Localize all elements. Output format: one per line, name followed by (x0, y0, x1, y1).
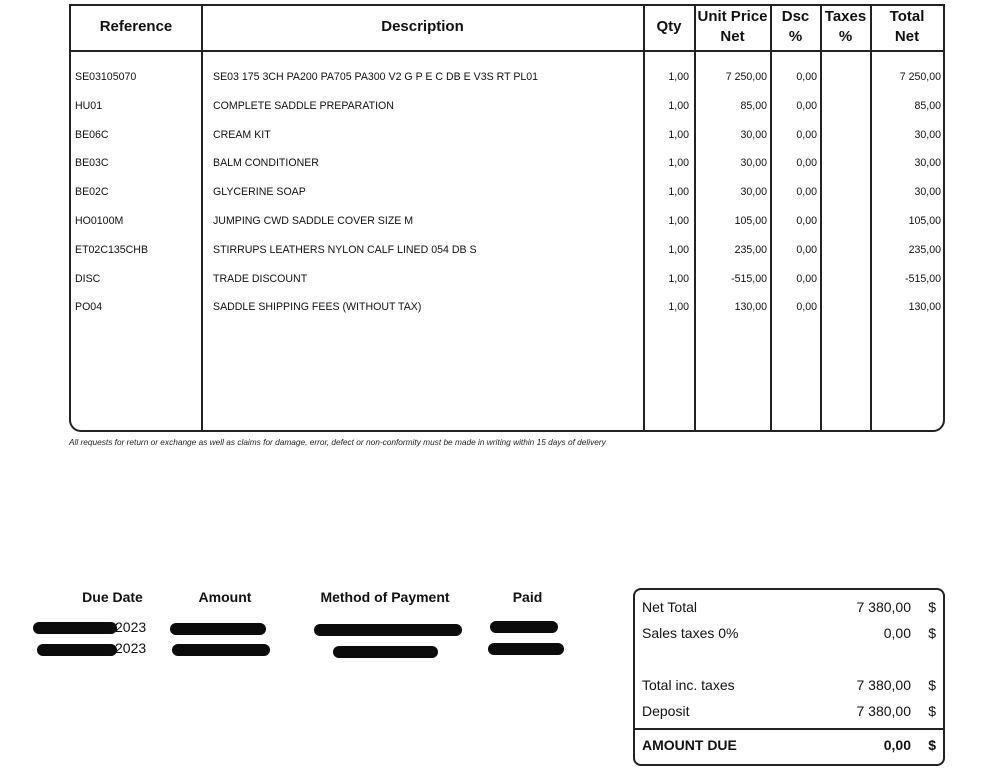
cell-unit-price: 235,00 (734, 243, 767, 256)
header-unit-price: Unit Price Net (697, 8, 768, 45)
cell-unit-price: 30,00 (740, 186, 767, 199)
header-divider (71, 50, 943, 52)
currency-symbol: $ (928, 737, 936, 753)
cell-dsc: 0,00 (796, 128, 817, 141)
cell-qty: 1,00 (668, 272, 689, 285)
cell-dsc: 0,00 (796, 301, 817, 314)
cell-total: 30,00 (914, 128, 941, 141)
cell-qty: 1,00 (668, 99, 689, 112)
cell-total: 235,00 (908, 243, 941, 256)
due-date-year: 2023 (115, 640, 147, 656)
header-dsc: Dsc % (781, 8, 810, 45)
items-table (69, 4, 945, 432)
cell-description: STIRRUPS LEATHERS NYLON CALF LINED 054 DB S (213, 243, 477, 256)
cell-dsc: 0,00 (796, 71, 817, 83)
cell-total: 130,00 (908, 301, 941, 314)
cell-reference: BE06C (75, 128, 109, 141)
redaction-bar (170, 623, 266, 635)
cell-total: 85,00 (914, 99, 941, 112)
amount-due-label: AMOUNT DUE (642, 737, 737, 753)
cell-dsc: 0,00 (796, 99, 817, 112)
table-row (71, 182, 943, 202)
deposit-label: Deposit (642, 703, 690, 719)
cell-description: CREAM KIT (213, 128, 271, 141)
cell-reference: DISC (75, 272, 101, 285)
cell-qty: 1,00 (668, 71, 689, 83)
deposit-row (635, 701, 943, 721)
table-row (71, 96, 943, 116)
currency-symbol: $ (928, 677, 936, 693)
cell-qty: 1,00 (668, 215, 689, 227)
cell-description: BALM CONDITIONER (213, 157, 319, 170)
cell-dsc: 0,00 (796, 215, 817, 227)
table-row (71, 125, 943, 145)
cell-total: 30,00 (914, 186, 941, 199)
sales-taxes-label: Sales taxes 0% (642, 625, 739, 641)
footnote: All requests for return or exchange as well as claims for damage, error, defect or non-conformity must be made in writing within 15 days of delivery (69, 437, 606, 447)
cell-dsc: 0,00 (796, 157, 817, 170)
cell-unit-price: -515,00 (731, 272, 767, 285)
cell-reference: BE03C (75, 157, 109, 170)
header-paid: Paid (512, 589, 543, 605)
header-due-date: Due Date (82, 589, 143, 605)
cell-dsc: 0,00 (796, 272, 817, 285)
header-amount: Amount (198, 589, 252, 605)
deposit-value: 7 380,00 (856, 703, 911, 719)
header-reference: Reference (99, 18, 173, 35)
cell-reference: HO0100M (75, 215, 124, 227)
cell-unit-price: 30,00 (740, 128, 767, 141)
table-row (71, 211, 943, 231)
cell-unit-price: 105,00 (734, 215, 767, 227)
currency-symbol: $ (928, 625, 936, 641)
cell-total: 7 250,00 (899, 71, 941, 83)
cell-description: SADDLE SHIPPING FEES (WITHOUT TAX) (213, 301, 422, 314)
cell-dsc: 0,00 (796, 243, 817, 256)
header-taxes: Taxes % (824, 8, 867, 45)
cell-reference: PO04 (75, 301, 103, 314)
header-total: Total Net (889, 8, 925, 45)
sales-taxes-row (635, 623, 943, 643)
cell-description: GLYCERINE SOAP (213, 186, 306, 199)
cell-total: -515,00 (905, 272, 941, 285)
sales-taxes-value: 0,00 (883, 625, 911, 641)
cell-qty: 1,00 (668, 243, 689, 256)
header-description: Description (381, 18, 464, 35)
amount-due-value: 0,00 (883, 737, 911, 753)
cell-description: JUMPING CWD SADDLE COVER SIZE M (213, 215, 414, 227)
currency-symbol: $ (928, 703, 936, 719)
table-row (71, 153, 943, 173)
table-row (71, 240, 943, 260)
cell-qty: 1,00 (668, 128, 689, 141)
cell-dsc: 0,00 (796, 186, 817, 199)
cell-reference: ET02C135CHB (75, 243, 149, 256)
cell-reference: HU01 (75, 99, 103, 112)
cell-unit-price: 130,00 (734, 301, 767, 314)
table-row (71, 67, 943, 87)
table-row (71, 297, 943, 317)
cell-qty: 1,00 (668, 301, 689, 314)
cell-description: SE03 175 3CH PA200 PA705 PA300 V2 G P E C DB E V3S RT PL01 (213, 71, 539, 83)
cell-qty: 1,00 (668, 186, 689, 199)
redaction-bar (172, 644, 270, 656)
redaction-bar (37, 644, 117, 656)
total-inc-taxes-row (635, 675, 943, 695)
currency-symbol: $ (928, 599, 936, 615)
totals-divider (635, 728, 943, 730)
total-inc-taxes-value: 7 380,00 (856, 677, 911, 693)
table-row (71, 269, 943, 289)
cell-unit-price: 85,00 (740, 99, 767, 112)
totals-box (633, 588, 945, 766)
cell-unit-price: 7 250,00 (725, 71, 767, 83)
cell-description: COMPLETE SADDLE PREPARATION (213, 99, 394, 112)
redaction-bar (333, 646, 438, 658)
header-qty: Qty (656, 18, 682, 35)
redaction-bar (33, 622, 117, 634)
cell-total: 105,00 (908, 215, 941, 227)
due-date-year: 2023 (115, 619, 147, 635)
redaction-bar (488, 643, 564, 655)
net-total-value: 7 380,00 (856, 599, 911, 615)
cell-reference: SE03105070 (75, 71, 137, 83)
cell-reference: BE02C (75, 186, 109, 199)
redaction-bar (490, 621, 558, 633)
cell-unit-price: 30,00 (740, 157, 767, 170)
cell-description: TRADE DISCOUNT (213, 272, 308, 285)
net-total-label: Net Total (642, 599, 697, 615)
total-inc-taxes-label: Total inc. taxes (642, 677, 735, 693)
cell-total: 30,00 (914, 157, 941, 170)
cell-qty: 1,00 (668, 157, 689, 170)
net-total-row (635, 597, 943, 617)
amount-due-row (635, 735, 943, 755)
redaction-bar (314, 624, 462, 636)
header-method-of-payment: Method of Payment (320, 589, 450, 605)
